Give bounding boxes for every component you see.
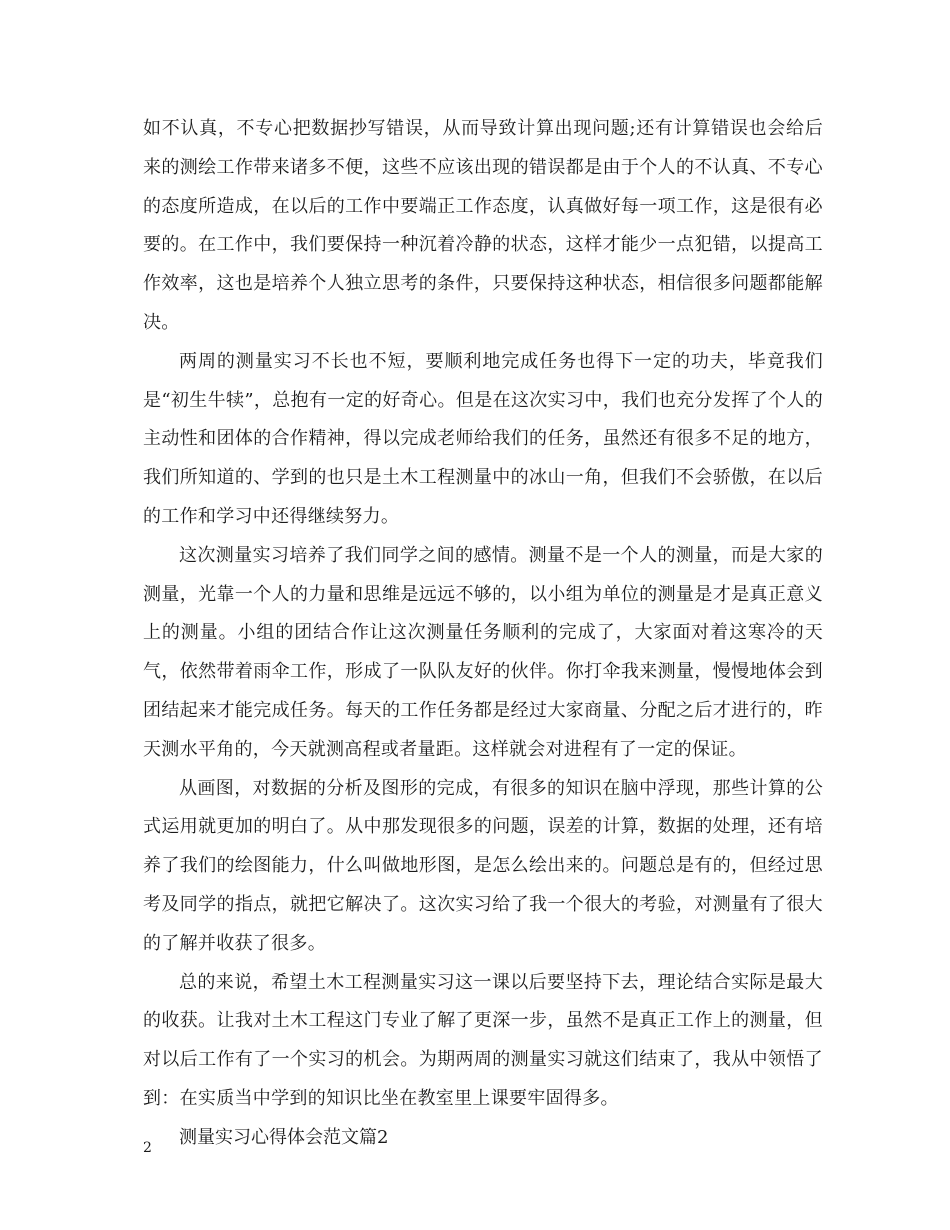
page-number: 2 [143, 1140, 152, 1156]
section-heading: 测量实习心得体会范文篇2 [179, 1126, 389, 1148]
paragraph-4: 从画图，对数据的分析及图形的完成，有很多的知识在脑中浮现，那些计算的公式运用就更加的明白了。从中那发现很多的问题，误差的计算，数据的处理，还有培养了我们的绘图能力，什么叫做地形图，是怎么绘出来的。问题总是有的，但经过思考及同学的指点，就把它解决了。这次实习给了我一个很大的考验，对测量有了很大的了解并收获了很多。 [143, 777, 823, 954]
paragraph-3: 这次测量实习培养了我们同学之间的感情。测量不是一个人的测量，而是大家的测量，光靠一个人的力量和思维是远远不够的，以小组为单位的测量是才是真正意义上的测量。小组的团结合作让这次测量任务顺利的完成了，大家面对着这寒冷的天气，依然带着雨伞工作，形成了一队队友好的伙伴。你打伞我来测量，慢慢地体会到团结起来才能完成任务。每天的工作任务都是经过大家商量、分配之后才进行的，昨天测水平角的，今天就测高程或者量距。这样就会对进程有了一定的保证。 [143, 544, 823, 760]
paragraph-2: 两周的测量实习不长也不短，要顺利地完成任务也得下一定的功夫，毕竟我们是“初生牛犊”，总抱有一定的好奇心。但是在这次实习中，我们也充分发挥了个人的主动性和团体的合作精神，得以完成老师给我们的任务，虽然还有很多不足的地方，我们所知道的、学到的也只是土木工程测量中的冰山一角，但我们不会骄傲，在以后的工作和学习中还得继续努力。 [143, 350, 823, 527]
paragraph-5: 总的来说，希望土木工程测量实习这一课以后要坚持下去，理论结合实际是最大的收获。让我对土木工程这门专业了解了更深一步，虽然不是真正工作上的测量，但对以后工作有了一个实习的机会。为期两周的测量实习就这们结束了，我从中领悟了到：在实质当中学到的知识比坐在教室里上课要牢固得多。 [143, 971, 823, 1109]
paragraph-1: 如不认真，不专心把数据抄写错误，从而导致计算出现问题;还有计算错误也会给后来的测绘工作带来诸多不便，这些不应该出现的错误都是由于个人的不认真、不专心的态度所造成，在以后的工作中要端正工作态度，认真做好每一项工作，这是很有必要的。在工作中，我们要保持一种沉着冷静的状态，这样才能少一点犯错，以提高工作效率，这也是培养个人独立思考的条件，只要保持这种状态，相信很多问题都能解决。 [143, 118, 823, 333]
document-body [143, 110, 823, 1158]
